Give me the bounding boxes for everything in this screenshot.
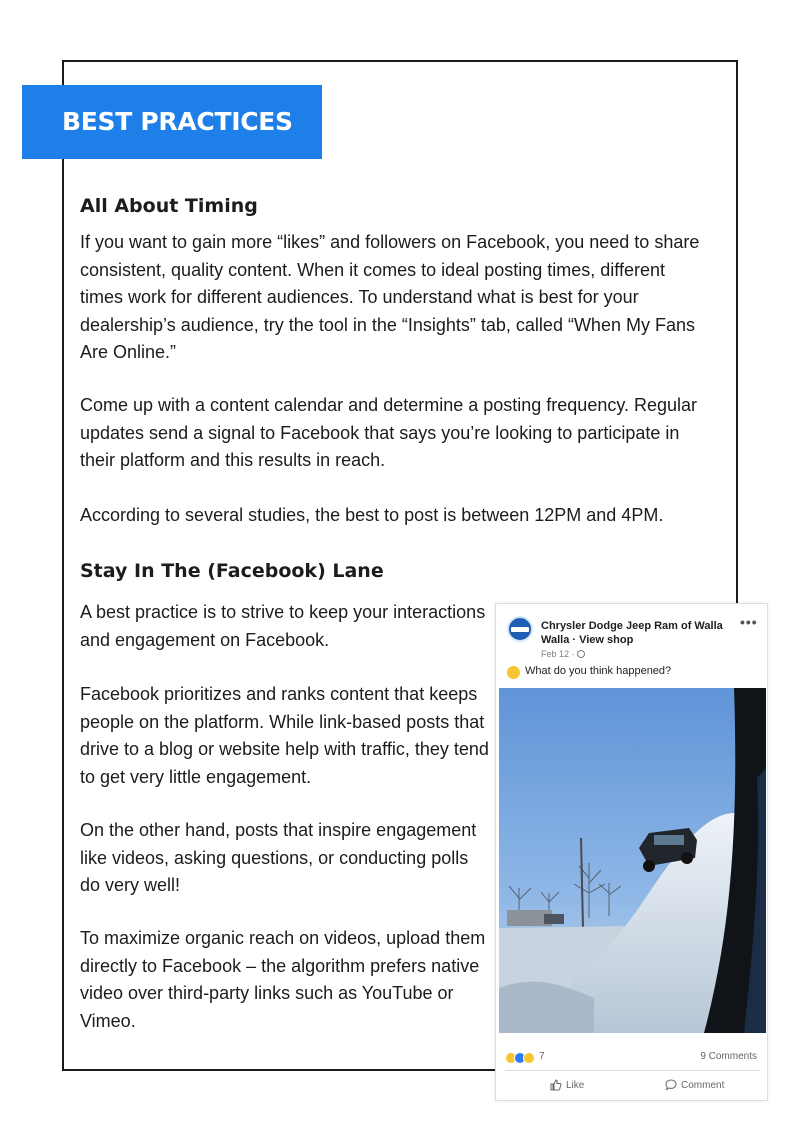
banner-title: BEST PRACTICES — [62, 107, 293, 136]
more-options-icon[interactable]: ••• — [740, 614, 758, 630]
heading-timing: All About Timing — [80, 195, 258, 217]
post-date[interactable]: Feb 12 · — [541, 649, 575, 659]
heading-facebook-lane: Stay In The (Facebook) Lane — [80, 560, 384, 582]
comment-label: Comment — [681, 1080, 725, 1091]
snow-pile-jeep-photo — [499, 688, 766, 1033]
comment-bubble-icon — [665, 1079, 677, 1091]
comments-count[interactable]: 9 Comments — [700, 1051, 757, 1062]
paragraph-lane-4: To maximize organic reach on videos, upload them directly to Facebook – the algorithm prefers native video over third-party links such as YouTube or Vimeo. — [80, 928, 486, 1031]
page-name-text[interactable]: Chrysler Dodge Jeep Ram of Walla Walla — [541, 620, 723, 646]
paragraph-lane-2: Facebook prioritizes and ranks content that keeps people on the platform. While link-based posts that drive to a blog or website help with traffic, they tend to get very little engagement. — [80, 684, 489, 787]
paragraph-lane-3: On the other hand, posts that inspire engagement like videos, asking questions, or conducting polls do very well! — [80, 820, 477, 895]
like-button[interactable] — [550, 1079, 584, 1091]
avatar-logo-band — [511, 627, 529, 632]
post-caption: What do you think happened? — [525, 665, 672, 677]
comment-button[interactable] — [665, 1079, 724, 1091]
reaction-count[interactable]: 7 — [539, 1051, 545, 1062]
post-photo[interactable] — [499, 688, 766, 1033]
paragraph-lane-1: A best practice is to strive to keep your interactions and engagement on Facebook. — [80, 602, 486, 650]
laughing-emoji-icon — [507, 666, 520, 679]
view-shop-link[interactable]: · View shop — [572, 634, 634, 646]
wow-reaction-icon — [523, 1052, 535, 1064]
paragraph-timing-1: If you want to gain more “likes” and followers on Facebook, you need to share consistent, quality content. When it comes to ideal posting times, different times work for different audiences. To understand what is best for your dealership’s audience, try the tool in the “Insights” tab, called “When My Fans Are Online.” — [80, 232, 700, 362]
paragraph-timing-3: According to several studies, the best to post is between 12PM and 4PM. — [80, 505, 664, 525]
post-meta — [541, 649, 585, 659]
section-banner — [22, 85, 322, 159]
facebook-post-card — [495, 603, 768, 1101]
thumbs-up-icon — [550, 1079, 562, 1091]
paragraph-timing-2: Come up with a content calendar and determine a posting frequency. Regular updates send a signal to Facebook that says you’re looking to participate in their platform and this results in reach. — [80, 395, 698, 470]
action-divider — [505, 1070, 760, 1071]
like-label: Like — [566, 1080, 585, 1091]
page-name[interactable] — [541, 619, 731, 647]
globe-icon — [577, 650, 585, 658]
page-avatar[interactable] — [507, 616, 533, 642]
